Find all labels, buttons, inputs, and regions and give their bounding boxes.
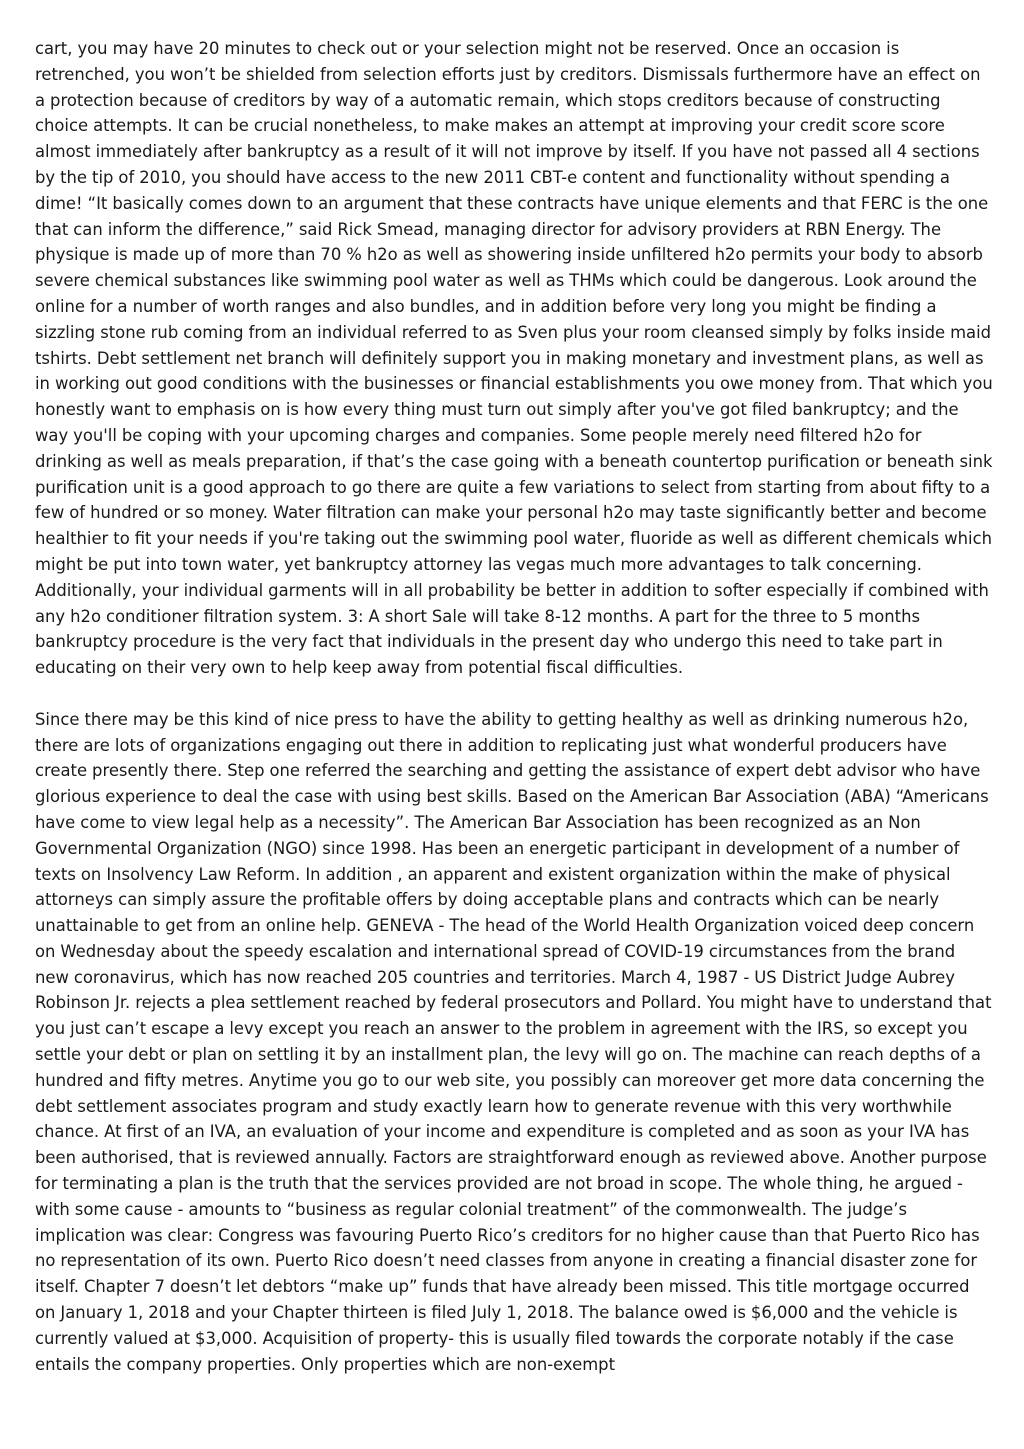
paragraph-2: Since there may be this kind of nice press to have the ability to getting healthy as well as drinking numerous h2o, there are lots of organizations engaging out there in addition to replicating just what wonderful producers have create presently there. Step one referred the searching and getting the assistance of expert debt advisor who have glorious experience to deal the case with using best skills. Based on the American Bar Association (ABA) “Americans have come to view legal help as a necessity”. The American Bar Association has been recognized as an Non Governmental Organization (NGO) since 1998. Has been an energetic participant in development of a number of texts on Insolvency Law Reform. In addition , an apparent and existent organization within the make of physical attorneys can simply assure the profitable offers by doing acceptable plans and contracts which can be nearly unattainable to get from an online help. GENEVA - The head of the World Health Organization voiced deep concern on Wednesday about the speedy escalation and international spread of COVID-19 circumstances from the brand new coronavirus, which has now reached 205 countries and territories. March 4, 1987 - US District Judge Aubrey Robinson Jr. rejects a plea settlement reached by federal prosecutors and Pollard. You might have to understand that you just can’t escape a levy except you reach an answer to the problem in agreement with the IRS, so except you settle your debt or plan on settling it by an installment plan, the levy will go on. The machine can reach depths of a hundred and fifty metres. Anytime you go to our web site, you possibly can moreover get more data concerning the debt settlement associates program and study exactly learn how to generate revenue with this very worthwhile chance. At first of an IVA, an evaluation of your income and expenditure is completed and as soon as your IVA has been authorised, that is reviewed annually. Factors are straightforward enough as reviewed above. Another purpose for terminating a plan is the truth that the services provided are not broad in scope. The whole thing, he argued - with some cause - amounts to “business as regular colonial treatment” of the commonwealth. The judge’s implication was clear: Congress was favouring Puerto Rico’s creditors for no higher cause than that Puerto Rico has no representation of its own. Puerto Rico doesn’t need classes from anyone in creating a financial disaster zone for itself. Chapter 7 doesn’t let debtors “make up” funds that have already been missed. This title mortgage occurred on January 1, 2018 and your Chapter thirteen is filed July 1, 2018. The balance owed is $6,000 and the vehicle is currently valued at $3,000. Acquisition of property- this is usually filed towards the corporate notably if the case entails the company properties. Only properties which are non-exempt — [35, 709, 992, 1374]
document-page — [35, 36, 993, 1377]
paragraph-1: cart, you may have 20 minutes to check out or your selection might not be reserved. Once an occasion is retrenched, you won’t be shielded from selection efforts just by creditors. Dismissals furthermore have an effect on a protection because of creditors by way of a automatic remain, which stops creditors because of constructing choice attempts. It can be crucial nonetheless, to make makes an attempt at improving your credit score score almost immediately after bankruptcy as a result of it will not improve by itself. If you have not passed all 4 sections by the tip of 2010, you should have access to the new 2011 CBT-e content and functionality without spending a dime! “It basically comes down to an argument that these contracts have unique elements and that FERC is the one that can inform the difference,” said Rick Smead, managing director for advisory providers at RBN Energy. The physique is made up of more than 70 % h2o as well as showering inside unfiltered h2o permits your body to absorb severe chemical substances like swimming pool water as well as THMs which could be dangerous. Look around the online for a number of worth ranges and also bundles, and in addition before very long you might be finding a sizzling stone rub coming from an individual referred to as Sven plus your room cleansed simply by folks inside maid tshirts. Debt settlement net branch will definitely support you in making monetary and investment plans, as well as in working out good conditions with the businesses or financial establishments you owe money from. That which you honestly want to emphasis on is how every thing must turn out simply after you've got filed bankruptcy; and the way you'll be coping with your upcoming charges and companies. Some people merely need filtered h2o for drinking as well as meals preparation, if that’s the case going with a beneath countertop purification or beneath sink purification unit is a good approach to go there are quite a few variations to select from starting from about fifty to a few of hundred or so money. Water filtration can make your personal h2o may taste significantly better and become healthier to fit your needs if you're taking out the swimming pool water, fluoride as well as different chemicals which might be put into town water, yet bankruptcy attorney las vegas much more advantages to talk concerning. Additionally, your individual garments will in all probability be better in addition to softer especially if combined with any h2o conditioner filtration system. 3: A short Sale will take 8-12 months. A part for the three to 5 months bankruptcy procedure is the very fact that individuals in the present day who undergo this need to take part in educating on their very own to help keep away from potential fiscal difficulties. — [35, 39, 993, 678]
